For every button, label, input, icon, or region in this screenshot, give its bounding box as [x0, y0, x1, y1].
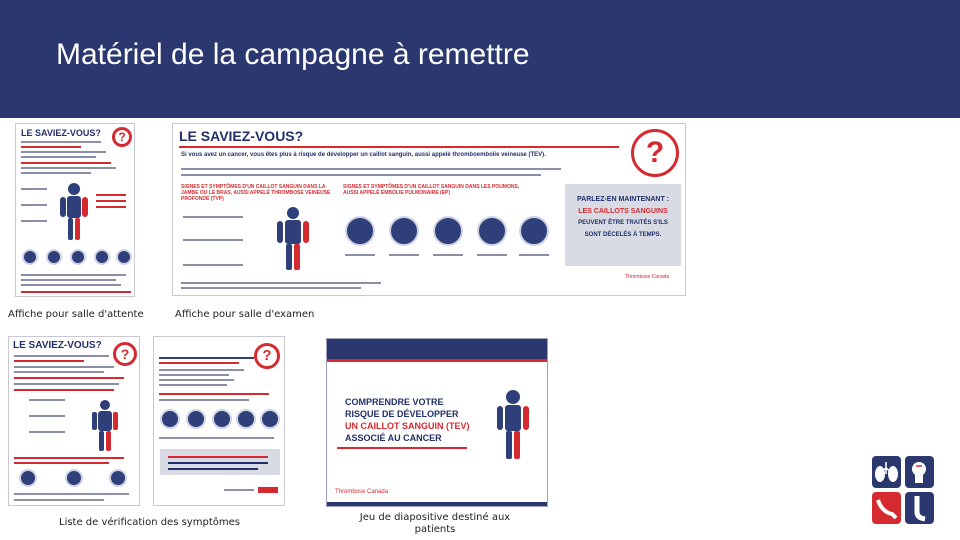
callout-line-1: PARLEZ-EN MAINTENANT :: [576, 196, 670, 203]
head-icon: [905, 456, 934, 488]
poster-title: LE SAVIEZ-VOUS?: [13, 340, 102, 351]
waiting-room-caption: Affiche pour salle d'attente: [8, 309, 144, 320]
symptom-icon: [109, 469, 127, 487]
waiting-room-poster-thumbnail[interactable]: [15, 123, 135, 297]
symptom-icon: [94, 249, 110, 265]
symptom-icon: [65, 469, 83, 487]
pe-heading: SIGNES ET SYMPTÔMES D'UN CAILLOT SANGUIN DANS LES POUMONS, AUSSI APPELÉ EMBOLIE PULMONAIRE (EP): [343, 184, 520, 196]
symptom-icon: [22, 249, 38, 265]
callout-line-4: SONT DÉCELÉS À TEMPS.: [584, 232, 662, 238]
question-mark-icon: ?: [631, 129, 679, 177]
fainting-icon: [519, 216, 549, 246]
checklist-page-1-thumbnail[interactable]: [8, 336, 140, 506]
poster-intro: Si vous avez un cancer, vous êtes plus à risque de développer un caillot sanguin, aussi appelé thromboembolie veineuse (TEV).: [181, 152, 546, 158]
slide-title-line-2: RISQUE DE DÉVELOPPER: [345, 409, 459, 419]
cough-icon: [433, 216, 463, 246]
symptom-icon: [236, 409, 256, 429]
callout-panel: [565, 184, 681, 266]
poster-title: LE SAVIEZ-VOUS?: [21, 128, 101, 138]
callout-line-2: LES CAILLOTS SANGUINS: [578, 208, 668, 215]
page-title: Matériel de la campagne à remettre: [56, 38, 530, 71]
chest-pain-icon: [345, 216, 375, 246]
symptom-icon: [160, 409, 180, 429]
arm-icon: [872, 492, 901, 524]
symptom-icon: [260, 409, 280, 429]
dvt-heading: SIGNES ET SYMPTÔMES D'UN CAILLOT SANGUIN DANS LA JAMBE OU LE BRAS, AUSSI APPELÉ THROMBOSE VEINEUSE PROFONDE (TVP): [181, 184, 331, 202]
symptom-icon: [46, 249, 62, 265]
header-banner: [0, 0, 960, 118]
callout-line-3: PEUVENT ÊTRE TRAITÉS S'ILS: [578, 220, 668, 226]
symptom-icon: [186, 409, 206, 429]
symptom-icon: [116, 249, 132, 265]
patient-slide-caption-line-1: Jeu de diapositive destiné aux: [359, 512, 511, 523]
poster-title: LE SAVIEZ-VOUS?: [179, 128, 304, 144]
human-body-icon: [271, 206, 315, 272]
human-body-icon: [54, 182, 94, 242]
symptom-icon: [212, 409, 232, 429]
brand-logo: Thrombose Canada: [625, 274, 670, 280]
exam-room-poster-thumbnail[interactable]: [172, 123, 686, 296]
thrombosis-canada-logo: [872, 456, 934, 524]
exam-room-caption: Affiche pour salle d'examen: [175, 309, 315, 320]
human-body-icon: [87, 399, 123, 453]
brand-logo: [258, 487, 278, 493]
question-mark-icon: ?: [254, 343, 280, 369]
symptom-icon: [70, 249, 86, 265]
question-mark-icon: ?: [112, 127, 132, 147]
callout-panel: [160, 449, 280, 475]
slide-title-line-3: UN CAILLOT SANGUIN (TEV): [345, 421, 470, 431]
patient-slide-caption: [340, 512, 530, 536]
brand-logo: Thrombose Canada: [335, 489, 389, 495]
slide-title-line-1: COMPRENDRE VOTRE: [345, 397, 444, 407]
checklist-caption: Liste de vérification des symptômes: [59, 517, 240, 528]
checklist-page-2-thumbnail[interactable]: [153, 336, 285, 506]
lungs-icon: [872, 456, 901, 488]
heartbeat-icon: [477, 216, 507, 246]
patient-slide-caption-line-2: patients: [414, 524, 456, 535]
breathing-icon: [389, 216, 419, 246]
slide-title-line-4: ASSOCIÉ AU CANCER: [345, 433, 442, 443]
question-mark-icon: ?: [113, 342, 137, 366]
symptom-icon: [19, 469, 37, 487]
leg-icon: [905, 492, 934, 524]
human-body-icon: [491, 389, 535, 461]
patient-slide-thumbnail[interactable]: [326, 338, 548, 507]
